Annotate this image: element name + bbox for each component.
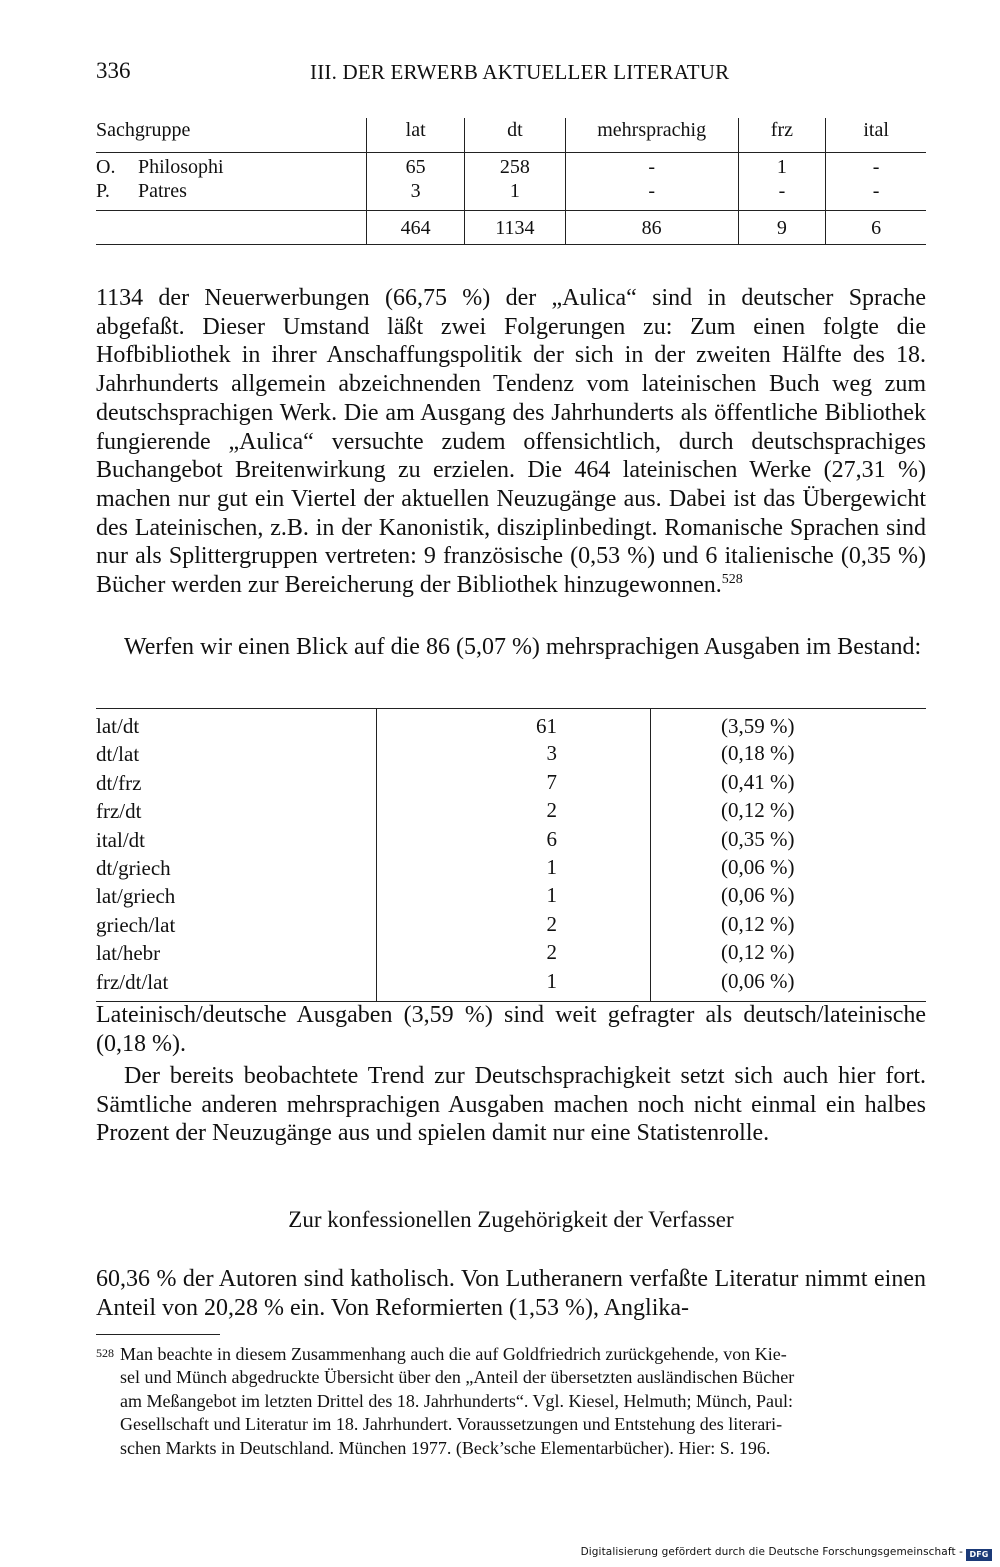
paragraph-latin-german-comparison: Lateinisch/deutsche Ausgaben (3,59 %) sind weit gefragter als deutsch/lateinische (0,18 %). bbox=[96, 1002, 926, 1057]
footnote-reference: 528 bbox=[721, 572, 743, 588]
running-head bbox=[96, 58, 926, 88]
multilingual-editions-table bbox=[96, 708, 926, 1002]
digitization-credit bbox=[581, 1546, 992, 1561]
table-row bbox=[96, 967, 926, 1002]
footnote-line: sel und Münch abgedruckte Übersicht über den „Anteil der übersetzten ausländischen Bücher bbox=[120, 1367, 795, 1388]
edition-count: 1 bbox=[377, 967, 651, 1002]
language-combination: dt/frz bbox=[96, 770, 142, 795]
table-row bbox=[96, 768, 926, 796]
language-combination: frz/dt bbox=[96, 799, 142, 824]
language-combination: lat/griech bbox=[96, 884, 176, 909]
page-number: 336 bbox=[96, 58, 131, 83]
dfg-logo-icon: DFG bbox=[966, 1549, 992, 1561]
edition-count: 3 bbox=[377, 739, 651, 767]
credit-text: Digitalisierung gefördert durch die Deutsche Forschungsgemeinschaft - bbox=[580, 1546, 963, 1558]
edition-percentage: (0,12 %) bbox=[721, 798, 795, 823]
language-combination: frz/dt/lat bbox=[96, 969, 169, 994]
mehrsprachig-cell: - bbox=[565, 179, 738, 211]
edition-count: 2 bbox=[377, 910, 651, 938]
ital-cell: - bbox=[826, 179, 926, 211]
frz-cell: 1 bbox=[738, 153, 826, 180]
totals-label-cell bbox=[96, 211, 367, 245]
table-row bbox=[96, 938, 926, 966]
subject-cell bbox=[96, 179, 367, 211]
frz-cell: - bbox=[738, 179, 826, 211]
footnote-mark: 528 bbox=[96, 1346, 114, 1360]
total-lat: 464 bbox=[367, 211, 465, 245]
subject-name: Philosophi bbox=[138, 156, 224, 178]
edition-percentage: (0,18 %) bbox=[721, 741, 795, 766]
subject-name: Patres bbox=[138, 180, 187, 202]
footnote-line: am Meßangebot im letzten Drittel des 18. Jahrhunderts“. Vgl. Kiesel, Helmuth; Münch, Paul: bbox=[120, 1390, 794, 1411]
dt-cell: 1 bbox=[465, 179, 566, 211]
edition-count: 6 bbox=[377, 825, 651, 853]
table-row bbox=[96, 739, 926, 767]
edition-percentage: (0,12 %) bbox=[721, 911, 795, 936]
column-header-mehrsprachig: mehrsprachig bbox=[565, 118, 738, 153]
table-row bbox=[96, 910, 926, 938]
language-combination: lat/hebr bbox=[96, 941, 161, 966]
paragraph-text: 1134 der Neuerwerbungen (66,75 %) der „Aulica“ sind in deutscher Sprache abgefaßt. Dieser Umstand läßt zwei Folgerungen zu: Zum einen folgte die Hofbibliothek in ihrer Anschaffungspolitik der sich in der zweiten Hälfte des 18. Jahrhunderts allgemein abzeichnenden Tendenz vom lateinischen Buch weg zum deutschsprachigen Werk. Die am Ausgang des Jahrhunderts als öffentliche Bibliothek fungierende „Aulica“ versuchte zudem offensichtlich, durch deutschsprachiges Buchangebot Breitenwirkung zu erzielen. Die 464 lateinischen Werke (27,31 %) machen nur gut ein Viertel der aktuellen Neuzugänge aus. Dabei ist das Übergewicht des Lateinischen, z.B. in der Kanonistik, disziplinbedingt. Romanische Sprachen sind nur als Splittergruppen vertreten: 9 französische (0,53 %) und 6 italienische (0,35 %) Bücher werden zur Bereicherung der Bibliothek hinzugewonnen. bbox=[96, 285, 926, 599]
section-heading: Zur konfessionellen Zugehörigkeit der Verfasser bbox=[288, 1207, 734, 1232]
edition-count: 1 bbox=[377, 881, 651, 909]
subject-signature: P. bbox=[96, 180, 110, 202]
table-row bbox=[96, 825, 926, 853]
edition-percentage: (0,35 %) bbox=[721, 826, 795, 851]
subject-signature: O. bbox=[96, 156, 116, 178]
footnote-divider bbox=[96, 1334, 220, 1335]
column-header-frz: frz bbox=[738, 118, 826, 153]
table-row bbox=[96, 881, 926, 909]
column-header-lat: lat bbox=[367, 118, 465, 153]
dt-cell: 258 bbox=[465, 153, 566, 180]
subject-cell bbox=[96, 153, 367, 180]
paragraph-language-analysis bbox=[96, 284, 926, 600]
total-dt: 1134 bbox=[465, 211, 566, 245]
ital-cell: - bbox=[826, 153, 926, 180]
lat-cell: 65 bbox=[367, 153, 465, 180]
language-combination: lat/dt bbox=[96, 714, 140, 738]
edition-percentage: (0,41 %) bbox=[721, 769, 795, 794]
edition-percentage: (0,06 %) bbox=[721, 855, 795, 880]
edition-count: 2 bbox=[377, 938, 651, 966]
language-by-subject-table bbox=[96, 118, 926, 245]
table-header-row bbox=[96, 118, 926, 153]
mehrsprachig-cell: - bbox=[565, 153, 738, 180]
table-row bbox=[96, 709, 926, 740]
paragraph-multilingual-intro: Werfen wir einen Blick auf die 86 (5,07 %) mehrsprachigen Ausgaben im Bestand: bbox=[124, 634, 922, 660]
edition-count: 2 bbox=[377, 796, 651, 824]
edition-percentage: (0,06 %) bbox=[721, 968, 795, 993]
column-header-dt: dt bbox=[465, 118, 566, 153]
total-frz: 9 bbox=[738, 211, 826, 245]
table-row bbox=[96, 853, 926, 881]
footnote-line bbox=[96, 1342, 926, 1366]
column-header-sachgruppe: Sachgruppe bbox=[96, 119, 191, 141]
language-combination: dt/lat bbox=[96, 742, 140, 767]
footnote-line: schen Markts in Deutschland. München 1977. (Beck’sche Elementarbücher). Hier: S. 196. bbox=[120, 1437, 771, 1458]
edition-percentage: (0,12 %) bbox=[721, 940, 795, 965]
table-row bbox=[96, 796, 926, 824]
lat-cell: 3 bbox=[367, 179, 465, 211]
edition-percentage: (3,59 %) bbox=[721, 714, 795, 738]
column-header-ital: ital bbox=[826, 118, 926, 153]
language-combination: dt/griech bbox=[96, 856, 171, 881]
footnote-528 bbox=[96, 1342, 926, 1460]
total-ital: 6 bbox=[826, 211, 926, 245]
totals-row bbox=[96, 211, 926, 245]
paragraph-trend: Der bereits beobachtete Trend zur Deutschsprachigkeit setzt sich auch hier fort. Sämtliche anderen mehrsprachigen Ausgaben machen noch nicht einmal ein halbes Prozent der Neuzugänge aus und spielen damit nur eine Statistenrolle. bbox=[96, 1063, 926, 1147]
footnote-line: Gesellschaft und Literatur im 18. Jahrhundert. Voraussetzungen und Entstehung des literari- bbox=[120, 1414, 783, 1435]
running-title: III. DER ERWERB AKTUELLER LITERATUR bbox=[310, 60, 730, 84]
total-mehrsprachig: 86 bbox=[565, 211, 738, 245]
table-row bbox=[96, 179, 926, 211]
table-row bbox=[96, 153, 926, 180]
edition-count: 1 bbox=[377, 853, 651, 881]
language-combination: griech/lat bbox=[96, 912, 176, 937]
edition-count: 7 bbox=[377, 768, 651, 796]
edition-count: 61 bbox=[377, 709, 651, 740]
edition-percentage: (0,06 %) bbox=[721, 883, 795, 908]
footnote-text: Man beachte in diesem Zusammenhang auch die auf Goldfriedrich zurückgehende, von Kie- bbox=[120, 1344, 787, 1364]
language-combination: ital/dt bbox=[96, 827, 145, 852]
paragraph-confession: 60,36 % der Autoren sind katholisch. Von Lutheranern verfaßte Literatur nimmt einen Anteil von 20,28 % ein. Von Reformierten (1,53 %), Anglika- bbox=[96, 1266, 926, 1321]
